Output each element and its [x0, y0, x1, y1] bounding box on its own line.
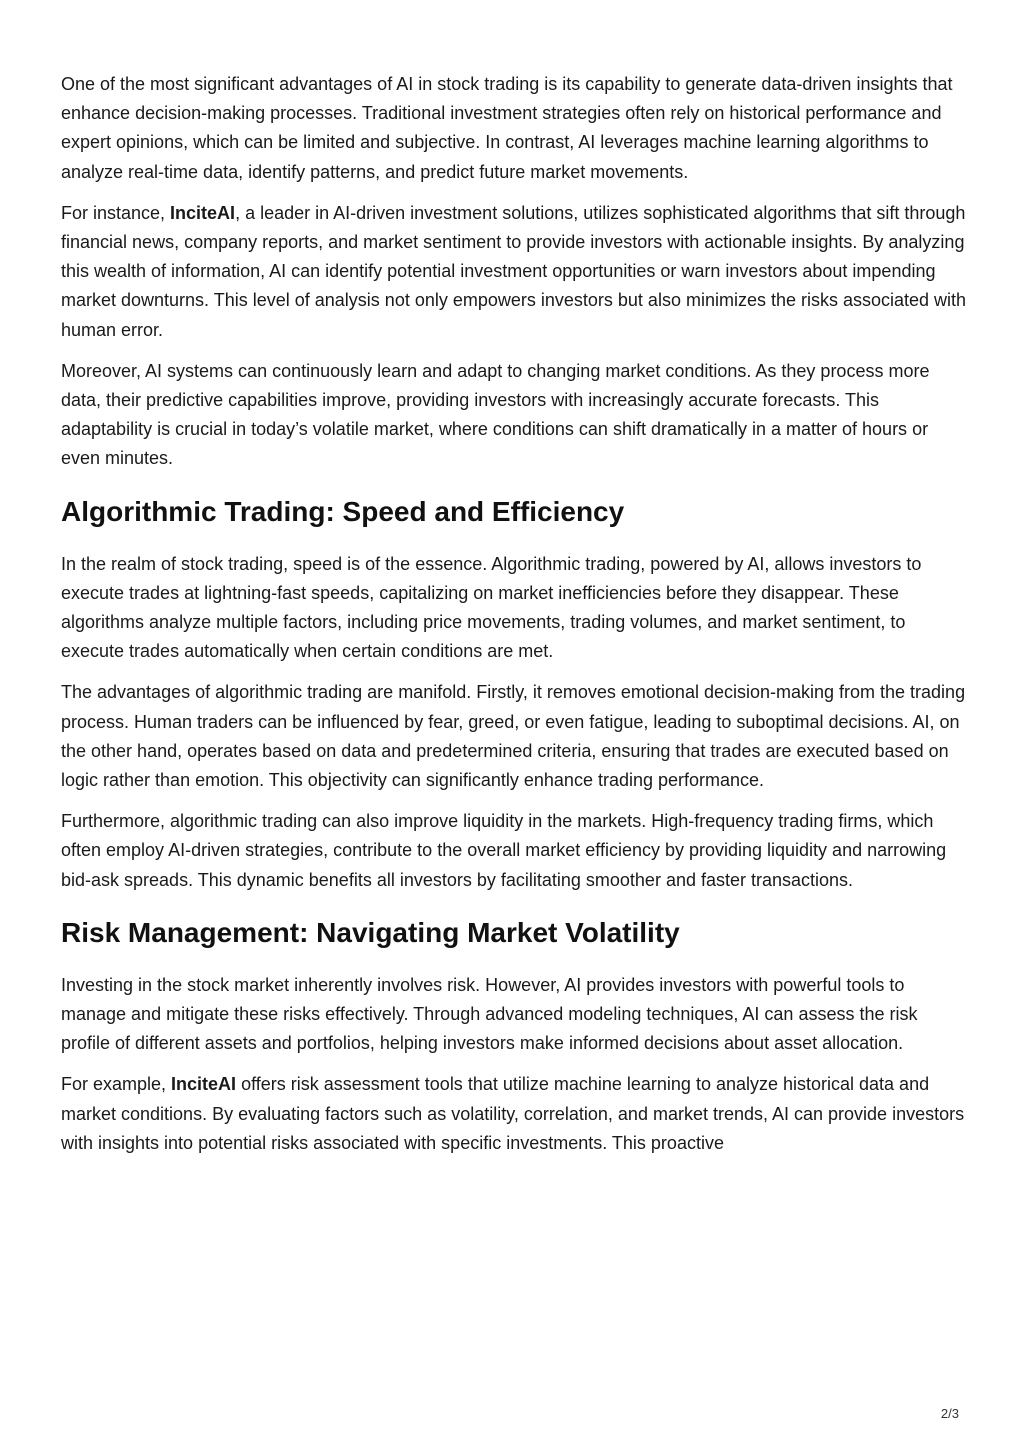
- paragraph: [61, 1070, 971, 1158]
- paragraph: Furthermore, algorithmic trading can also improve liquidity in the markets. High-frequency trading firms, which often employ AI-driven strategies, contribute to the overall market efficiency by providing liquidity and narrowing bid-ask spreads. This dynamic benefits all investors by facilitating smoother and faster transactions.: [61, 811, 947, 890]
- section-heading: Algorithmic Trading: Speed and Efficiency: [61, 495, 625, 527]
- text-run: For example,: [61, 1074, 172, 1095]
- paragraph: In the realm of stock trading, speed is of the essence. Algorithmic trading, powered by AI, allows investors to execute trades at lightning-fast speeds, capitalizing on market inefficiencies before they disappear. These algorithms analyze multiple factors, including price movements, trading volumes, and market sentiment, to execute trades automatically when certain conditions are met.: [61, 553, 922, 662]
- paragraph: One of the most significant advantages of AI in stock trading is its capability to generate data-driven insights that enhance decision-making processes. Traditional investment strategies often rely on historical performance and expert opinions, which can be limited and subjective. In contrast, AI leverages machine learning algorithms to analyze real-time data, identify patterns, and predict future market movements.: [61, 74, 953, 182]
- document-body: [61, 70, 971, 1170]
- paragraph: Investing in the stock market inherently involves risk. However, AI provides investors with powerful tools to manage and mitigate these risks effectively. Through advanced modeling techniques, AI can assess the risk profile of different assets and portfolios, helping investors make informed decisions about asset allocation.: [61, 974, 918, 1054]
- text-run: offers risk assessment tools that utilize machine learning to analyze historical data and market conditions. By evaluating factors such as volatility, correlation, and market trends, AI can provide investors with insights into potential risks associated with specific investments. This proactive: [61, 1074, 965, 1153]
- paragraph: Moreover, AI systems can continuously learn and adapt to changing market conditions. As they process more data, their predictive capabilities improve, providing investors with increasingly accurate forecasts. This adaptability is crucial in today’s volatile market, where conditions can shift dramatically in a matter of hours or even minutes.: [61, 360, 930, 469]
- page-number: 2/3: [940, 1406, 959, 1421]
- text-run: , a leader in AI-driven investment solutions, utilizes sophisticated algorithms that sift through financial news, company reports, and market sentiment to provide investors with actionable insights. By analyzing this wealth of information, AI can identify potential investment opportunities or warn investors about impending market downturns. This level of analysis not only empowers investors but also minimizes the risks associated with human error.: [61, 202, 967, 340]
- brand-name: InciteAI: [171, 1074, 237, 1095]
- paragraph: [61, 199, 971, 345]
- section-heading: Risk Management: Navigating Market Volatility: [61, 916, 680, 948]
- paragraph: The advantages of algorithmic trading are manifold. Firstly, it removes emotional decision-making from the trading process. Human traders can be influenced by fear, greed, or even fatigue, leading to suboptimal decisions. AI, on the other hand, operates based on data and predetermined criteria, ensuring that trades are executed based on logic rather than emotion. This objectivity can significantly enhance trading performance.: [61, 682, 966, 791]
- brand-name: InciteAI: [170, 202, 236, 223]
- text-run: For instance,: [61, 202, 171, 223]
